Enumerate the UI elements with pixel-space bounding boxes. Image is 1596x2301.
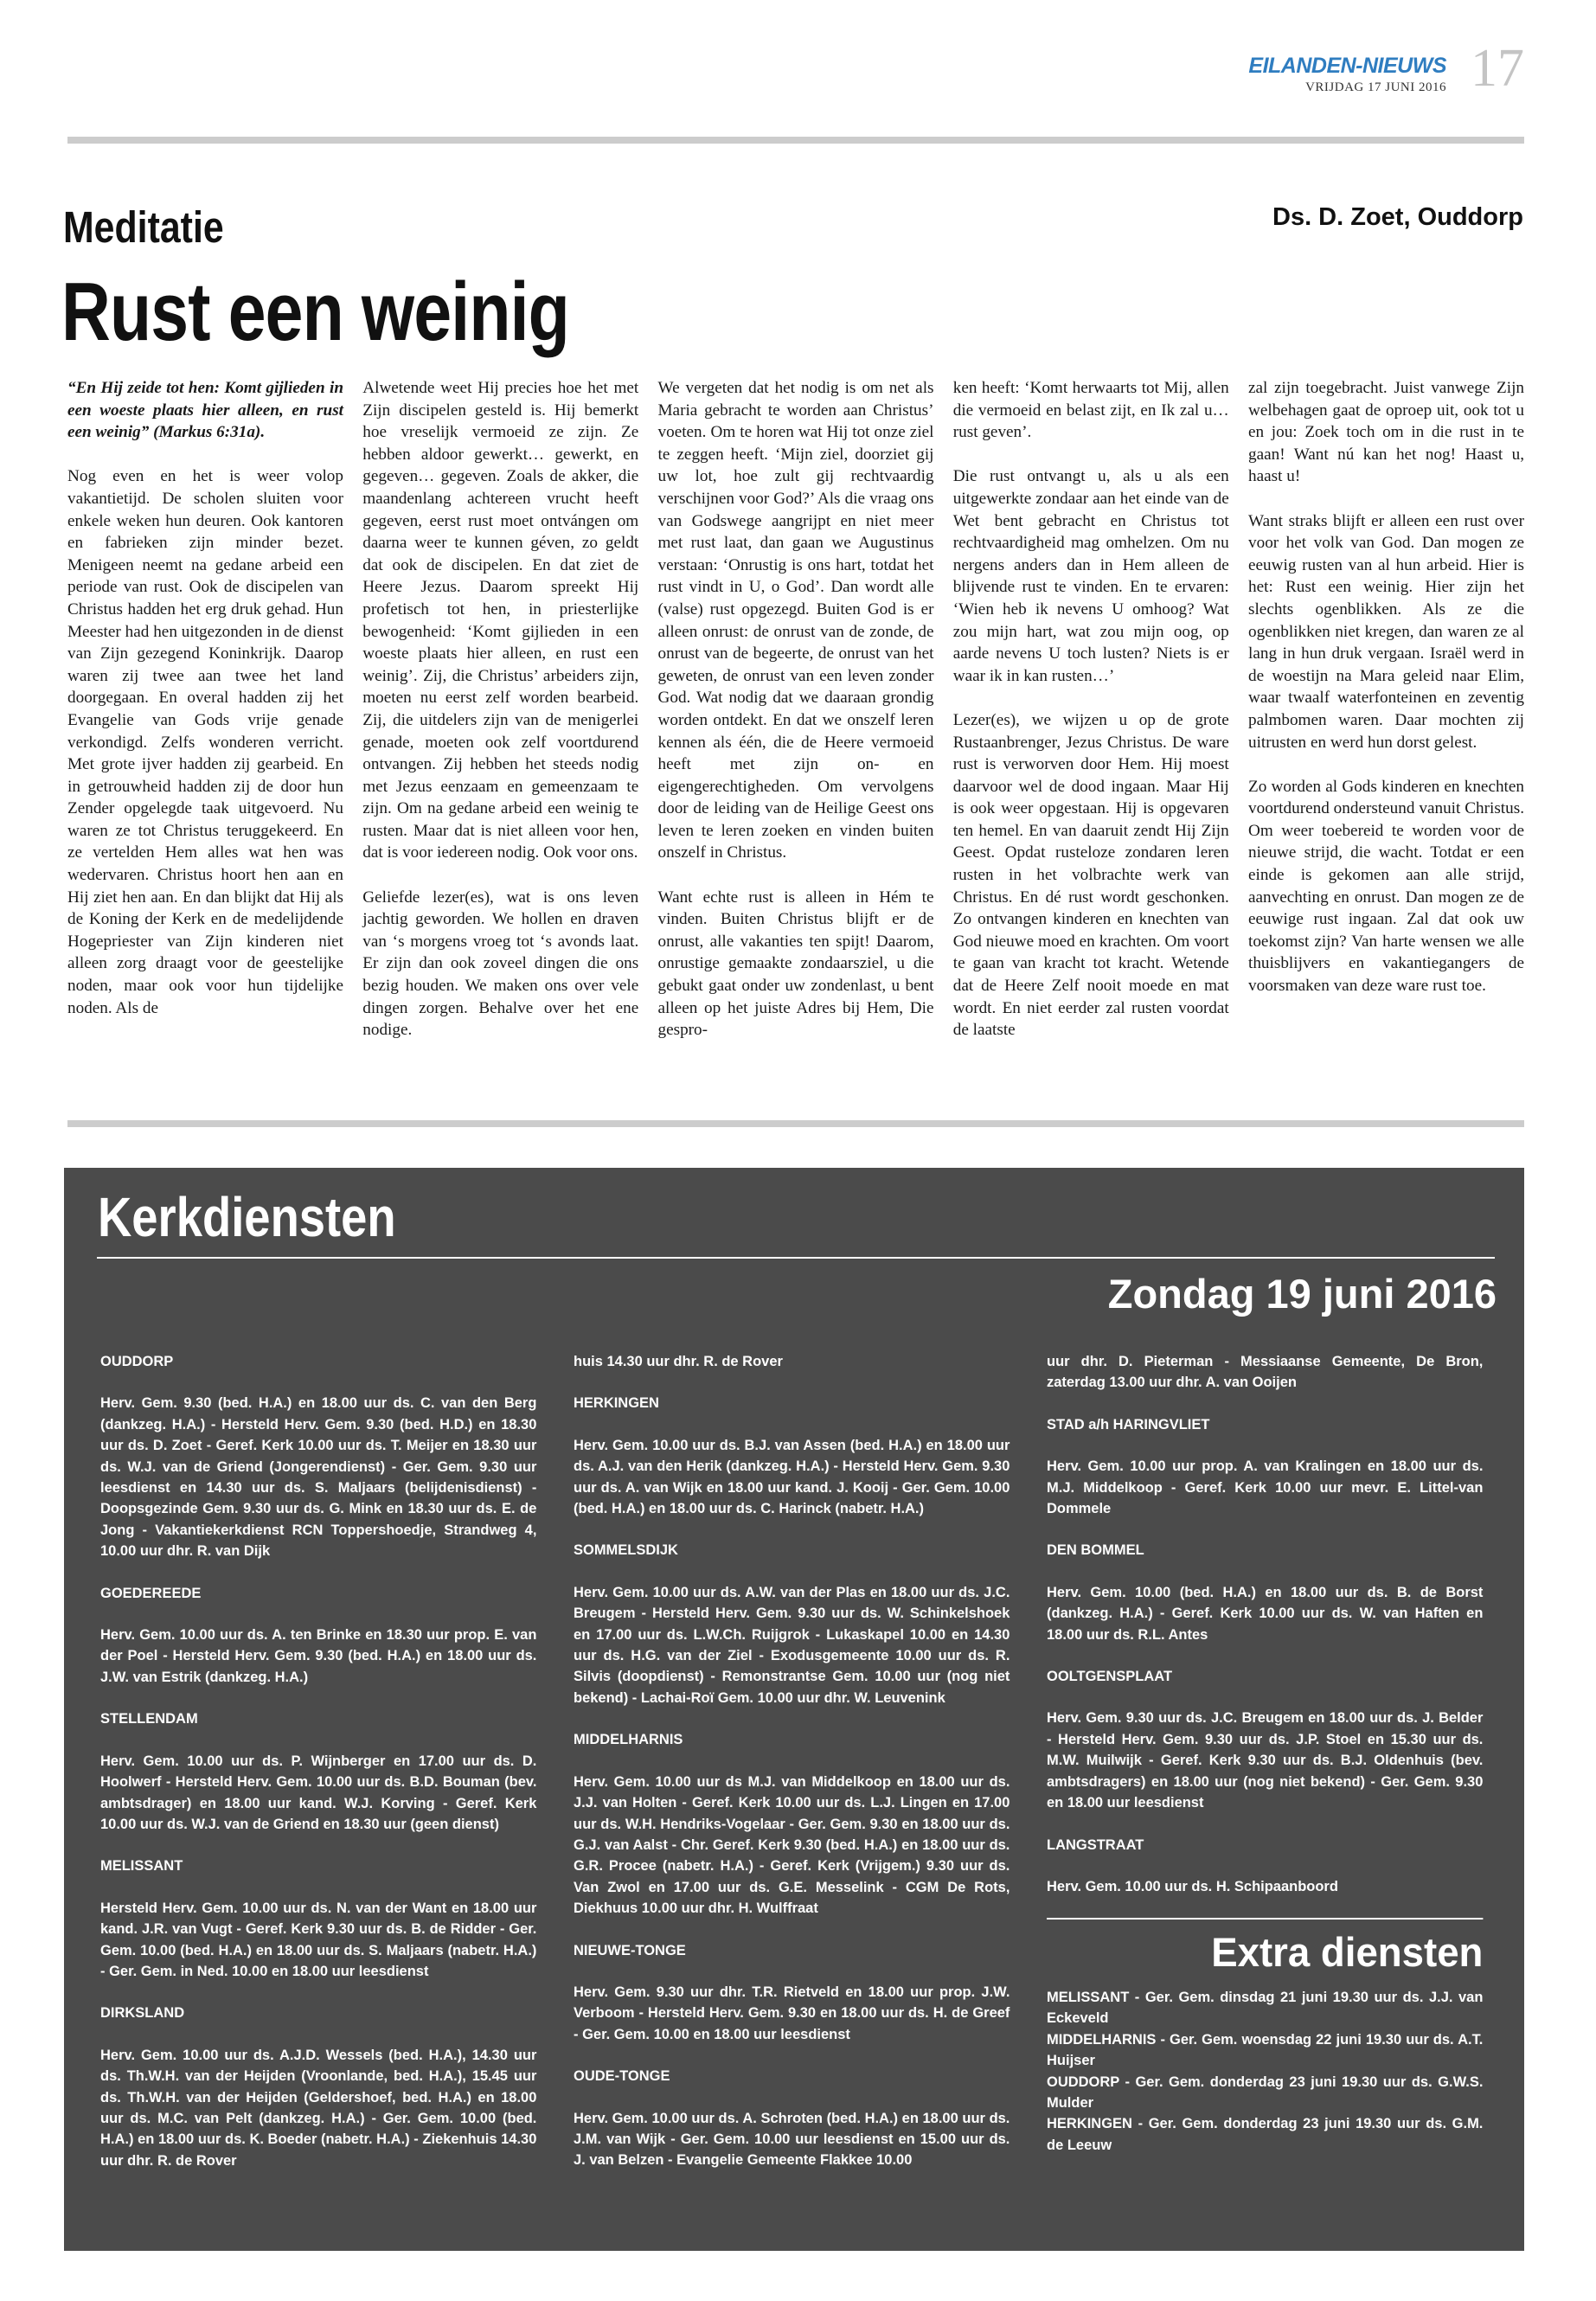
services-date-heading: Zondag 19 juni 2016: [1107, 1271, 1497, 1317]
service-location: [574, 1393, 1010, 1519]
service-location: [100, 1583, 536, 1689]
extra-service-item: OUDDORP - Ger. Gem. donderdag 23 juni 19.30 uur ds. G.W.S. Mulder: [1047, 2073, 1484, 2112]
article-paragraph: Geliefde lezer(es), wat is ons leven jachtig geworden. We hollen en draven van ‘s morgens vroeg tot ‘s avonds laat. Er zijn dan ook zoveel dingen die ons bezig houden. We maken ons over vele dingen zorgen. Behalve over het ene nodige.: [362, 888, 639, 1040]
service-details: Herv. Gem. 9.30 (bed. H.A.) en 18.00 uur ds. C. van den Berg (dankzeg. H.A.) - Hersteld Herv. Gem. 9.30 (bed. H.D.) en 18.30 uur ds. D. Zoet - Geref. Kerk 10.00 uur ds. T. Meijer en 18.30 uur ds. W.J. van de Griend (Jongerendienst) - Ger. Gem. 9.30 uur leesdienst en 14.30 uur ds. S. Maljaars (belijdenisdienst) - Doopsgezinde Gem. 9.30 uur ds. G. Mink en 18.30 uur ds. E. de Jong - Vakantiekerkdienst RCN Toppershoedje, Strandweg 4, 10.00 uur dhr. R. van Dijk: [100, 1394, 537, 1560]
service-place-name: HERKINGEN: [574, 1394, 659, 1412]
service-location: [1047, 1666, 1483, 1813]
article-paragraph: Lezer(es), we wijzen u op de grote Rustaanbrenger, Jezus Christus. De ware rust is verworven door Hem. Hij moest daarvoor wel de dood ingaan. Maar Hij is ook weer opgestaan. Hij is opgevaren ten hemel. En van daaruit zendt Hij Zijn Geest. Opdat rusteloze zondaren leren rusten in het volbrachte werk van Christus. En dé rust wordt geschonken. Zo ontvangen kinderen en knechten van God nieuwe moed en krachten. Om voort te gaan van kracht tot kracht. Wetende dat de Heere Zelf nooit moede en mat wordt. En niet eerder zal rusten voordat de laatste: [952, 710, 1229, 1040]
service-location: [100, 1708, 536, 1835]
services-divider: [97, 1257, 1495, 1259]
article-paragraph: Alwetende weet Hij precies hoe het met Zijn discipelen gesteld is. Hij bemerkt hoe vreselijk vermoeid ze zijn. Ze hebben aldoor gewerkt… gewerkt, en gegeven… gegeven. Zoals de akker, die maandenlang achtereen vrucht heeft gegeven, eerst rust moet ontvángen om daarna weer te kunnen géven, zo geldt dat ook de discipelen. En dat ziet de Heere Jezus. Daarom spreekt Hij profetisch tot hen, in priesterlijke bewogenheid: ‘Komt gijlieden in een woeste plaats hier alleen, en rust een weinig’. Zij, die Christus’ arbeiders zijn, moeten nu eerst zelf worden bearbeid. Zij, die uitdelers zijn van de menigerlei genade, moeten ook zelf voortdurend ontvangen. Zij hebben het steeds nodig met Jezus eenzaam en gemeenzaam te zijn. Om na gedane arbeid een weinig te rusten. Maar dat is niet alleen voor hen, dat is voor iedereen nodig. Ook voor ons.: [362, 379, 639, 862]
section-label: Meditatie: [63, 202, 224, 252]
article-paragraph: Zo worden al Gods kinderen en knechten voortdurend ondersteund vanuit Christus. Om weer toebereid te worden voor de nieuwe strijd, die wacht. Totdat er een einde is gekomen aan alle strijd, aanvechting en onrust. Dan mogen ze de eeuwige rust ingaan. Zal dat ook uw toekomst zijn? Van harte wensen we alle thuisblijvers en vakantiegangers de voorsmaken van deze ware rust toe.: [1248, 777, 1524, 996]
service-place-name: OUDDORP: [100, 1353, 174, 1369]
service-location: [1047, 1835, 1483, 1898]
service-place-name: SOMMELSDIJK: [574, 1541, 678, 1559]
article-paragraph: Want echte rust is alleen in Hém te vinden. Buiten Christus blijft er de onrust, alle vakanties ten spijt! Daarom, onrustige gemaakte zondaarsziel, u die gebukt gaat onder uw zondenlast, u bent alleen op het juiste Adres bij Hem, Die gespro-: [657, 888, 934, 1040]
service-details: Herv. Gem. 10.00 uur ds. A. Schroten (bed. H.A.) en 18.00 uur ds. J.M. van Wijk - Ger. Gem. 10.00 uur leesdienst en 15.00 uur ds. J. van Belzen - Evangelie Gemeente Flakkee 10.00: [574, 2109, 1010, 2169]
service-place-name: LANGSTRAAT: [1047, 1836, 1144, 1853]
bottom-divider: [67, 1120, 1524, 1127]
service-continuation: uur dhr. D. Pieterman - Messiaanse Gemeente, De Bron, zaterdag 13.00 uur dhr. A. van Ooijen: [1047, 1353, 1484, 1391]
services-title: Kerkdiensten: [98, 1186, 396, 1248]
service-location: [100, 1856, 536, 1982]
service-details: Herv. Gem. 9.30 uur dhr. T.R. Rietveld en 18.00 uur prop. J.W. Verboom - Hersteld Herv. Gem. 9.30 en 18.00 uur ds. H. de Greef - Ger. Gem. 10.00 en 18.00 uur leesdienst: [574, 1983, 1010, 2042]
article-paragraph: zal zijn toegebracht. Juist vanwege Zijn welbehagen gaat de oproep uit, ook tot u en jou: Zoek toch om in die rust in te gaan! Want nú kan het nog! Haast u, haast u!: [1248, 379, 1524, 486]
top-divider: [67, 137, 1524, 144]
services-column: [574, 1351, 1010, 2192]
service-place-name: DIRKSLAND: [100, 2004, 185, 2022]
service-place-name: MELISSANT: [100, 1857, 183, 1875]
services-list: [100, 1351, 536, 2171]
article-column: [658, 377, 934, 1042]
extra-services-list: [1047, 1987, 1483, 2156]
service-place-name: OOLTGENSPLAAT: [1047, 1668, 1173, 1685]
service-details: Herv. Gem. 10.00 uur ds. A.W. van der Plas en 18.00 uur ds. J.C. Breugem - Hersteld Herv. Gem. 9.30 uur ds. W. Schinkelshoek en 17.00 uur ds. L.W.Ch. Ruijgrok - Lukaskapel 10.00 en 14.30 uur ds. H.G. van der Ziel - Exodusgemeente 10.00 uur ds. R. Silvis (doopdienst) - Remonstrantse Gem. 10.00 uur (nog niet bekend) - Lachai-Roï Gem. 10.00 uur dhr. W. Leuvenink: [574, 1583, 1010, 1706]
services-column: [100, 1351, 536, 2192]
services-columns: [100, 1351, 1497, 2192]
service-place-name: STAD a/h HARINGVLIET: [1047, 1415, 1210, 1433]
article-column: [953, 377, 1229, 1042]
article-column: [1248, 377, 1524, 1042]
church-services-box: [64, 1168, 1524, 2251]
service-details: Herv. Gem. 10.00 uur ds. B.J. van Assen (bed. H.A.) en 18.00 uur ds. A.J. van den Herik (dankzeg. H.A.) - Hersteld Herv. Gem. 9.30 uur ds. A. van Wijk en 18.00 uur kand. J. Kooij - Ger. Gem. 10.00 (bed. H.A.) en 18.00 uur ds. C. Harinck (nabetr. H.A.): [574, 1436, 1010, 1517]
service-location: [100, 2003, 536, 2171]
extra-service-item: MIDDELHARNIS - Ger. Gem. woensdag 22 juni 19.30 uur ds. A.T. Huijser: [1047, 2030, 1484, 2069]
service-details: Herv. Gem. 10.00 (bed. H.A.) en 18.00 uur ds. B. de Borst (dankzeg. H.A.) - Geref. Kerk 10.00 uur ds. W. van Haften en 18.00 uur ds. R.L. Antes: [1047, 1583, 1484, 1643]
service-details: Herv. Gem. 10.00 uur ds. A. ten Brinke en 18.30 uur prop. E. van der Poel - Hersteld Herv. Gem. 9.30 (bed. H.A.) en 18.00 uur ds. J.W. van Estrik (dankzeg. H.A.): [100, 1626, 537, 1685]
paper-name: EILANDEN-NIEUWS: [1248, 54, 1446, 78]
extra-services-heading: Extra diensten: [1211, 1929, 1484, 1976]
service-place-name: DEN BOMMEL: [1047, 1541, 1144, 1559]
service-details: Herv. Gem. 10.00 uur ds M.J. van Middelkoop en 18.00 uur ds. J.J. van Holten - Geref. Kerk 10.00 uur ds. L.J. Lingen en 17.00 uur ds. W.H. Hendriks-Vogelaar - Ger. Gem. 9.30 en 18.00 uur ds. G.J. van Aalst - Chr. Geref. Kerk 9.30 (bed. H.A.) en 18.00 uur ds. G.R. Procee (nabetr. H.A.) - Geref. Kerk (Vrijgem.) 9.30 uur ds. Van Zwol en 17.00 uur ds. G.E. Messelink - CGM De Rots, Diekhuus 10.00 uur dhr. H. Wulffraat: [574, 1772, 1010, 1917]
service-place-name: OUDE-TONGE: [574, 2067, 670, 2085]
article-body: [67, 377, 1524, 1042]
extra-divider: [1047, 1918, 1483, 1920]
article-column: [362, 377, 638, 1042]
article-paragraph: Die rust ontvangt u, als u als een uitgewerkte zondaar aan het einde van de Wet bent gebracht en Christus tot rechtvaardigheid mag omhelzen. Om nu nergens anders dan in Hem alleen de blijvende rust te vinden. En te ervaren: ‘Wien heb ik nevens U omhoog? Wat zou mijn hart, wat zou mijn oog, op aarde nevens U toch lusten? Niets is er waar ik in kan rusten…’: [952, 467, 1229, 685]
article-column: [67, 377, 343, 1042]
services-list: [1047, 1351, 1483, 1897]
article-author: Ds. D. Zoet, Ouddorp: [1272, 203, 1523, 231]
page-number: 17: [1471, 39, 1524, 98]
service-continuation: huis 14.30 uur dhr. R. de Rover: [574, 1353, 783, 1369]
service-location: [1047, 1414, 1483, 1520]
paper-date: VRIJDAG 17 JUNI 2016: [1305, 80, 1446, 94]
article-paragraph: ken heeft: ‘Komt herwaarts tot Mij, allen die vermoeid en belast zijt, en Ik zal u… rust geven’.: [952, 379, 1229, 442]
service-place-name: MIDDELHARNIS: [574, 1731, 683, 1748]
services-list: [574, 1351, 1010, 2171]
service-details: Herv. Gem. 10.00 uur ds. H. Schipaanboord: [1047, 1877, 1338, 1894]
service-details: Herv. Gem. 9.30 uur ds. J.C. Breugem en 18.00 uur ds. J. Belder - Hersteld Herv. Gem. 9.30 uur ds. J.P. Stoel en 15.30 uur ds. M.W. Muilwijk - Geref. Kerk 9.30 uur ds. B.J. Oldenhuis (bev. ambtsdragers) en 18.00 uur (nog niet bekend) - Ger. Gem. 9.30 en 18.00 uur leesdienst: [1047, 1709, 1484, 1811]
service-place-name: GOEDEREEDE: [100, 1584, 202, 1601]
extra-service-item: HERKINGEN - Ger. Gem. donderdag 23 juni 19.30 uur ds. G.M. de Leeuw: [1047, 2115, 1484, 2153]
service-location: [574, 2066, 1010, 2171]
masthead: [1246, 54, 1446, 95]
service-place-name: NIEUWE-TONGE: [574, 1941, 686, 1958]
service-details: Herv. Gem. 10.00 uur ds. A.J.D. Wessels (bed. H.A.), 14.30 uur ds. Th.W.H. van der Heijden (Vroonlande, bed. H.A.), 15.45 uur ds. Th.W.H. van der Heijden (Geldershoef, bed. H.A.) en 18.00 uur ds. M.C. van Pelt (dankzeg. H.A.) - Ger. Gem. 10.00 (bed. H.A.) en 18.00 uur ds. K. Boeder (nabetr. H.A.) - Ziekenhuis 14.30 uur dhr. R. de Rover: [100, 2046, 537, 2169]
service-location: [574, 1729, 1010, 1919]
extra-service-item: MELISSANT - Ger. Gem. dinsdag 21 juni 19.30 uur ds. J.J. van Eckeveld: [1047, 1989, 1484, 2027]
article-paragraph: Want straks blijft er alleen een rust over voor het volk van God. Dan mogen ze eeuwig rusten van al hun arbeid. Hier is het: Rust een weinig. Hier zijn het slechts ogenblikken. Als ze die ogenblikken niet kregen, dan waren ze al lang in hun druk vergaan. Israël werd in de woestijn na Mara geleid naar Elim, waar twaalf waterfonteinen en zeventig palmbomen waren. Daar mochten zij uitrusten en werd hun dorst gelest.: [1248, 511, 1524, 752]
article-paragraph: Nog even en het is weer volop vakantietijd. De scholen sluiten voor enkele weken hun deuren. Ook kantoren en fabrieken zijn minder bezet. Menigeen neemt na gedane arbeid een periode van rust. Ook de discipelen van Christus hadden het erg druk gehad. Hun Meester had hen uitgezonden in de dienst van Zijn gezegend Koninkrijk. Daarop waren zij twee aan twee het land doorgegaan. En overal hadden zij het Evangelie van Gods vrije genade verkondigd. Zelfs wonderen verricht. Met grote ijver hadden zij gearbeid. En in getrouwheid hadden zij de door hun Zender opgelegde taak uitgevoerd. Nu waren ze tot Christus teruggekeerd. En ze vertelden Hem alles wat hen was wedervaren. Christus hoort hen aan en Hij ziet hen aan. En dan blijkt dat Hij als de Koning der Kerk en de medelijdende Hogepriester van Zijn kinderen niet alleen zorg draagt voor de geestelijke noden, maar ook voor hun tijdelijke noden. Als de: [67, 467, 343, 1017]
article-paragraph: We vergeten dat het nodig is om net als Maria gebracht te worden aan Christus’ voeten. Om te horen wat Hij tot onze ziel te zeggen heeft. ‘Mijn ziel, doorziet gij uw lot, hoe zult gij rechtvaardig verschijnen voor God?’ Als die vraag ons van Godswege aangrijpt en niet meer met rust laat, dan gaan we Augustinus verstaan: ‘Onrustig is ons hart, totdat het rust vindt in U, o God’. Dan wordt alle (valse) rust opgezegd. Buiten God is er alleen onrust: de onrust van de zonde, de onrust van de begeerte, de onrust van het geweten, de onrust van een leven zonder God. Wat nodig dat we daaraan grondig worden ontdekt. En dat we onszelf leren kennen als één, die de Heere vermoeid heeft met zijn on- en eigengerechtigheden. Om vervolgens door de leiding van de Heilige Geest ons leven te leren zoeken en vinden buiten onszelf in Christus.: [657, 379, 934, 862]
article-headline: Rust een weinig: [61, 266, 569, 358]
service-location: [574, 1540, 1010, 1708]
service-place-name: STELLENDAM: [100, 1710, 198, 1727]
service-details: Herv. Gem. 10.00 uur ds. P. Wijnberger en 17.00 uur ds. D. Hoolwerf - Hersteld Herv. Gem. 10.00 uur ds. B.D. Bouman (bev. ambtsdrager) en 18.00 uur kand. W.J. Korving - Geref. Kerk 10.00 uur ds. W.J. van de Griend en 18.30 uur (geen dienst): [100, 1752, 537, 1832]
service-location: [574, 1940, 1010, 2046]
service-location: [100, 1351, 536, 1562]
service-details: Hersteld Herv. Gem. 10.00 uur ds. N. van der Want en 18.00 uur kand. J.R. van Vugt - Geref. Kerk 9.30 uur ds. B. de Ridder - Ger. Gem. 10.00 (bed. H.A.) en 18.00 uur ds. S. Maljaars (nabetr. H.A.) - Ger. Gem. in Ned. 10.00 en 18.00 uur leesdienst: [100, 1899, 537, 1979]
service-details: Herv. Gem. 10.00 uur prop. A. van Kralingen en 18.00 uur ds. M.J. Middelkoop - Geref. Kerk 10.00 uur mevr. E. Littel-van Dommele: [1047, 1458, 1484, 1517]
service-location: [1047, 1540, 1483, 1645]
services-column: [1047, 1351, 1483, 2192]
scripture-quote: “En Hij zeide tot hen: Komt gijlieden in een woeste plaats hier alleen, en rust een weinig” (Markus 6:31a).: [67, 379, 343, 442]
